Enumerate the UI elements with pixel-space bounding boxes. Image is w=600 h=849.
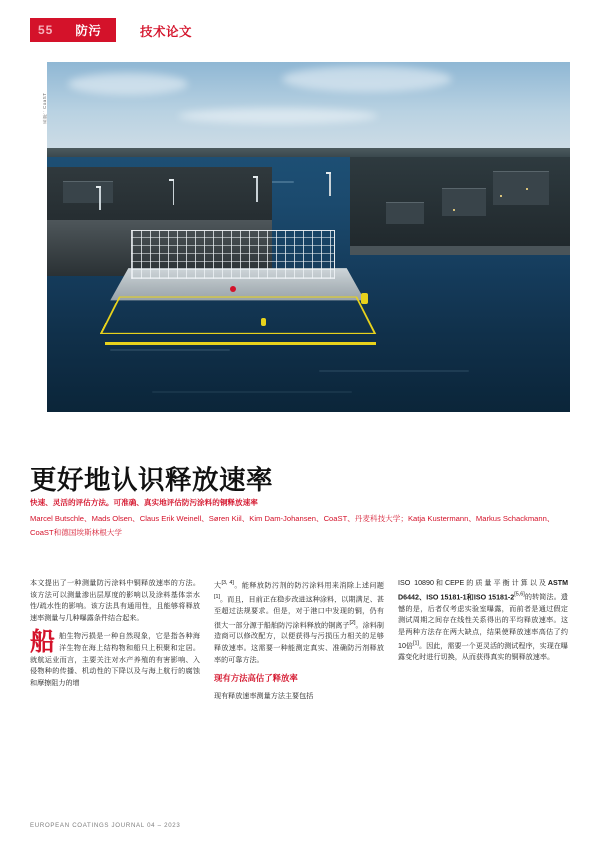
yellow-buoy — [361, 293, 368, 304]
intro-paragraph-text: 舶生物污损是一种自然现象，它是指各种海洋生物在海上结构物和船只上积聚和定居。就航运业而言，主要关注对水产养殖的有害影响、入侵物种的传播、机动性的下降以及与海上航行的腐蚀和摩擦阻力的增 — [30, 632, 200, 687]
water-shimmer — [152, 391, 352, 393]
cloud-shape — [68, 73, 188, 95]
lamp-post — [99, 188, 101, 210]
lamp-post — [173, 181, 175, 205]
yellow-highlight-frame — [99, 297, 376, 334]
paragraph — [398, 578, 568, 664]
section-label: 防污 — [75, 24, 102, 38]
page-number: 55 — [38, 23, 54, 37]
building-window — [453, 209, 455, 211]
footer-source: EUROPEAN COATINGS JOURNAL 04 – 2023 — [30, 822, 181, 829]
lamp-head — [96, 186, 101, 188]
harbour-building — [63, 181, 113, 203]
subheading-overestimate: 现有方法高估了释放率 — [214, 673, 298, 684]
lead-paragraph: 本文提出了一种测量防污涂料中铜释放速率的方法。该方法可以测量渗出层厚度的影响以及涂料基体亲水性/疏水性的影响。该方法具有通用性，且能够将释放速率测量与几种曝露条件结合起来。 — [30, 579, 200, 622]
building-window — [526, 188, 528, 190]
building-window — [500, 195, 502, 197]
body-column-2 — [214, 578, 384, 813]
red-marker — [230, 286, 236, 292]
water-shimmer — [110, 349, 230, 351]
yellow-buoy — [261, 318, 266, 326]
harbour-building — [386, 202, 424, 224]
intro-paragraph — [30, 628, 200, 689]
paragraph: 大[3, 4]。能释放防污剂的防污涂料用来消除上述问题[1]。而且，目前正在稳步改进这种涂料，以期满足、甚至超过法规要求。但是，对于港口中发现的铜，仍有很大一部分源于船舶防污涂料释放的铜离子[2]。涂料制造商可以修改配方，以便获得与污损压力相关的足够释放速率。这需要一种能测定真实、准确防污剂释放率的可靠方法。 — [214, 580, 385, 664]
paragraph: 现有释放速率测量方法主要包括 — [214, 691, 314, 700]
lamp-post — [256, 178, 258, 202]
page-header — [0, 18, 600, 44]
cloud-shape — [282, 66, 452, 92]
section-badge — [30, 18, 116, 42]
lamp-post — [329, 174, 331, 196]
yellow-highlight-edge — [105, 342, 377, 345]
article-body — [30, 578, 570, 813]
lamp-head — [253, 176, 258, 178]
cloud-shape — [178, 108, 378, 124]
body-column-3 — [398, 578, 568, 813]
standards-reference: ASTM D6442、ISO 15181-1和ISO 15181-2 — [398, 579, 568, 601]
page-title: 更好地认识释放速率 — [30, 464, 273, 495]
test-rack-cage — [131, 230, 335, 279]
image-credit: 来源：CoaST — [42, 92, 47, 124]
lamp-head — [326, 172, 331, 174]
author-list: Marcel Butschle、Mads Olsen、Claus Erik Weinell、Søren Kiil、Kim Dam-Johansen、CoaST、丹麦科技大学；Katja Kustermann、Markus Schackmann、CoaST和德国埃斯林根大学 — [30, 514, 555, 537]
right-quay-edge — [350, 246, 570, 255]
harbour-building — [442, 188, 486, 216]
paragraph-part-b: [5,6]的转简法。遗憾的是，后者仅考虑实验室曝露，而前者是通过假定测试周期之间存在线性关系得出的平均释放速率。这是两种方法存在两大缺点，结果使释放速率高估了约10倍[1]。因此，需要一个更灵活的测试程序，实现在曝露变化时进行切换，从而获得真实的铜释放速率。 — [398, 591, 569, 662]
lamp-head — [169, 179, 174, 181]
body-column-1 — [30, 578, 200, 813]
hero-photo — [47, 62, 570, 412]
category-label: 技术论文 — [140, 25, 193, 39]
water-shimmer — [319, 370, 469, 372]
paragraph-part-a: ISO 10890和CEPE的质量平衡计算以及 — [398, 579, 548, 587]
harbour-building — [493, 171, 549, 205]
drop-cap: 船 — [30, 628, 56, 657]
standfirst: 快速、灵活的评估方法。可准确、真实地评估防污涂料的铜释放速率 — [30, 498, 258, 507]
